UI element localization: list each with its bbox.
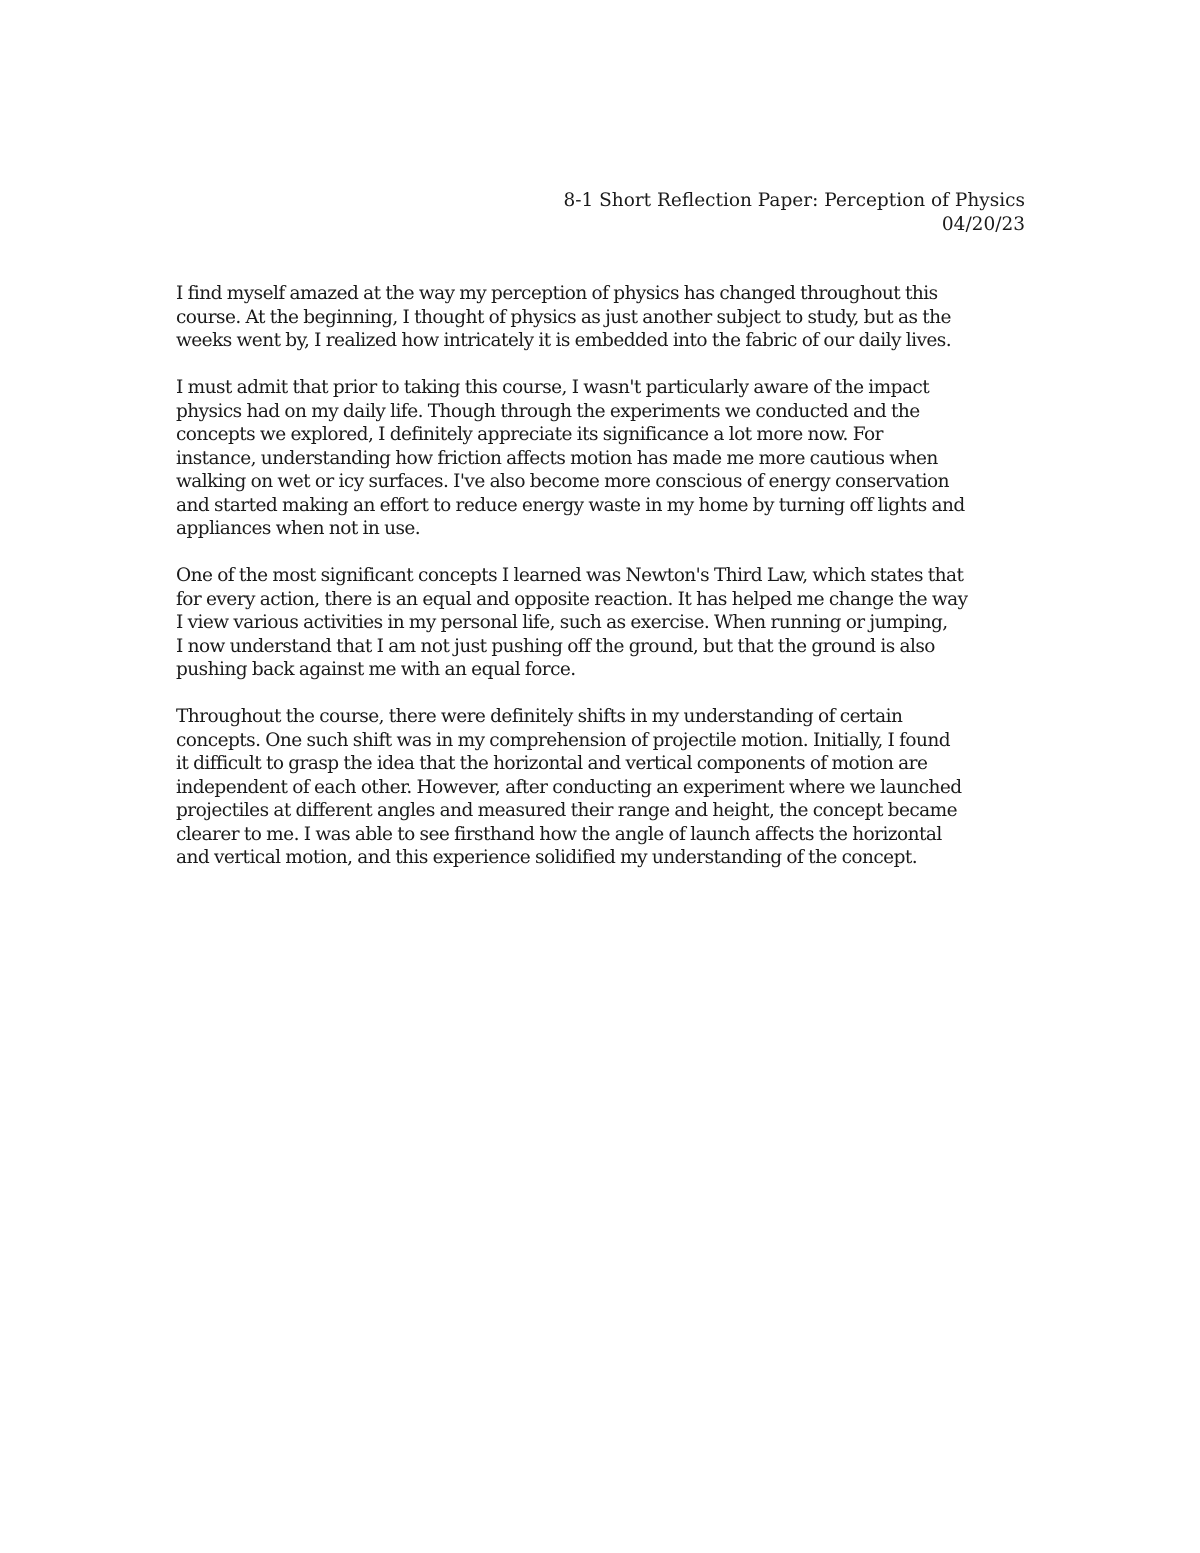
text-line: I find myself amazed at the way my perception of physics has changed throughout this	[176, 283, 938, 304]
text-line: for every action, there is an equal and opposite reaction. It has helped me change the way	[176, 588, 968, 610]
text-line: I must admit that prior to taking this course, I wasn't particularly aware of the impact	[176, 377, 930, 398]
document-date: 04/20/23	[941, 213, 1025, 235]
text-line: and started making an effort to reduce energy waste in my home by turning off lights and	[176, 494, 965, 516]
text-line: physics had on my daily life. Though through the experiments we conducted and the	[176, 400, 920, 422]
paragraph-2	[176, 376, 1026, 541]
text-line: weeks went by, I realized how intricately it is embedded into the fabric of our daily lives.	[176, 330, 952, 351]
paragraph-1	[176, 282, 1026, 353]
document-header	[176, 189, 1025, 236]
text-line: appliances when not in use.	[176, 518, 421, 539]
text-line: course. At the beginning, I thought of physics as just another subject to study, but as the	[176, 306, 951, 328]
document-body	[176, 282, 1026, 893]
document-title: 8-1 Short Reflection Paper: Perception of Physics	[563, 190, 1025, 211]
text-line: and vertical motion, and this experience solidified my understanding of the concept.	[176, 847, 918, 868]
text-line: Throughout the course, there were definitely shifts in my understanding of certain	[176, 706, 903, 727]
paragraph-3	[176, 564, 1026, 682]
text-line: it difficult to grasp the idea that the horizontal and vertical components of motion are	[176, 753, 928, 774]
paragraph-4	[176, 705, 1026, 870]
text-line: independent of each other. However, after conducting an experiment where we launched	[176, 776, 962, 798]
text-line: concepts. One such shift was in my comprehension of projectile motion. Initially, I found	[176, 729, 951, 751]
text-line: pushing back against me with an equal force.	[176, 659, 576, 680]
text-line: One of the most significant concepts I learned was Newton's Third Law, which states that	[176, 565, 964, 586]
text-line: instance, understanding how friction affects motion has made me more cautious when	[176, 447, 938, 469]
text-line: clearer to me. I was able to see firsthand how the angle of launch affects the horizontal	[176, 823, 942, 845]
text-line: concepts we explored, I definitely appreciate its significance a lot more now. For	[176, 424, 883, 445]
text-line: I view various activities in my personal life, such as exercise. When running or jumping,	[176, 612, 948, 633]
text-line: walking on wet or icy surfaces. I've also become more conscious of energy conservation	[176, 471, 949, 492]
text-line: I now understand that I am not just pushing off the ground, but that the ground is also	[176, 635, 935, 657]
text-line: projectiles at different angles and measured their range and height, the concept became	[176, 800, 958, 821]
